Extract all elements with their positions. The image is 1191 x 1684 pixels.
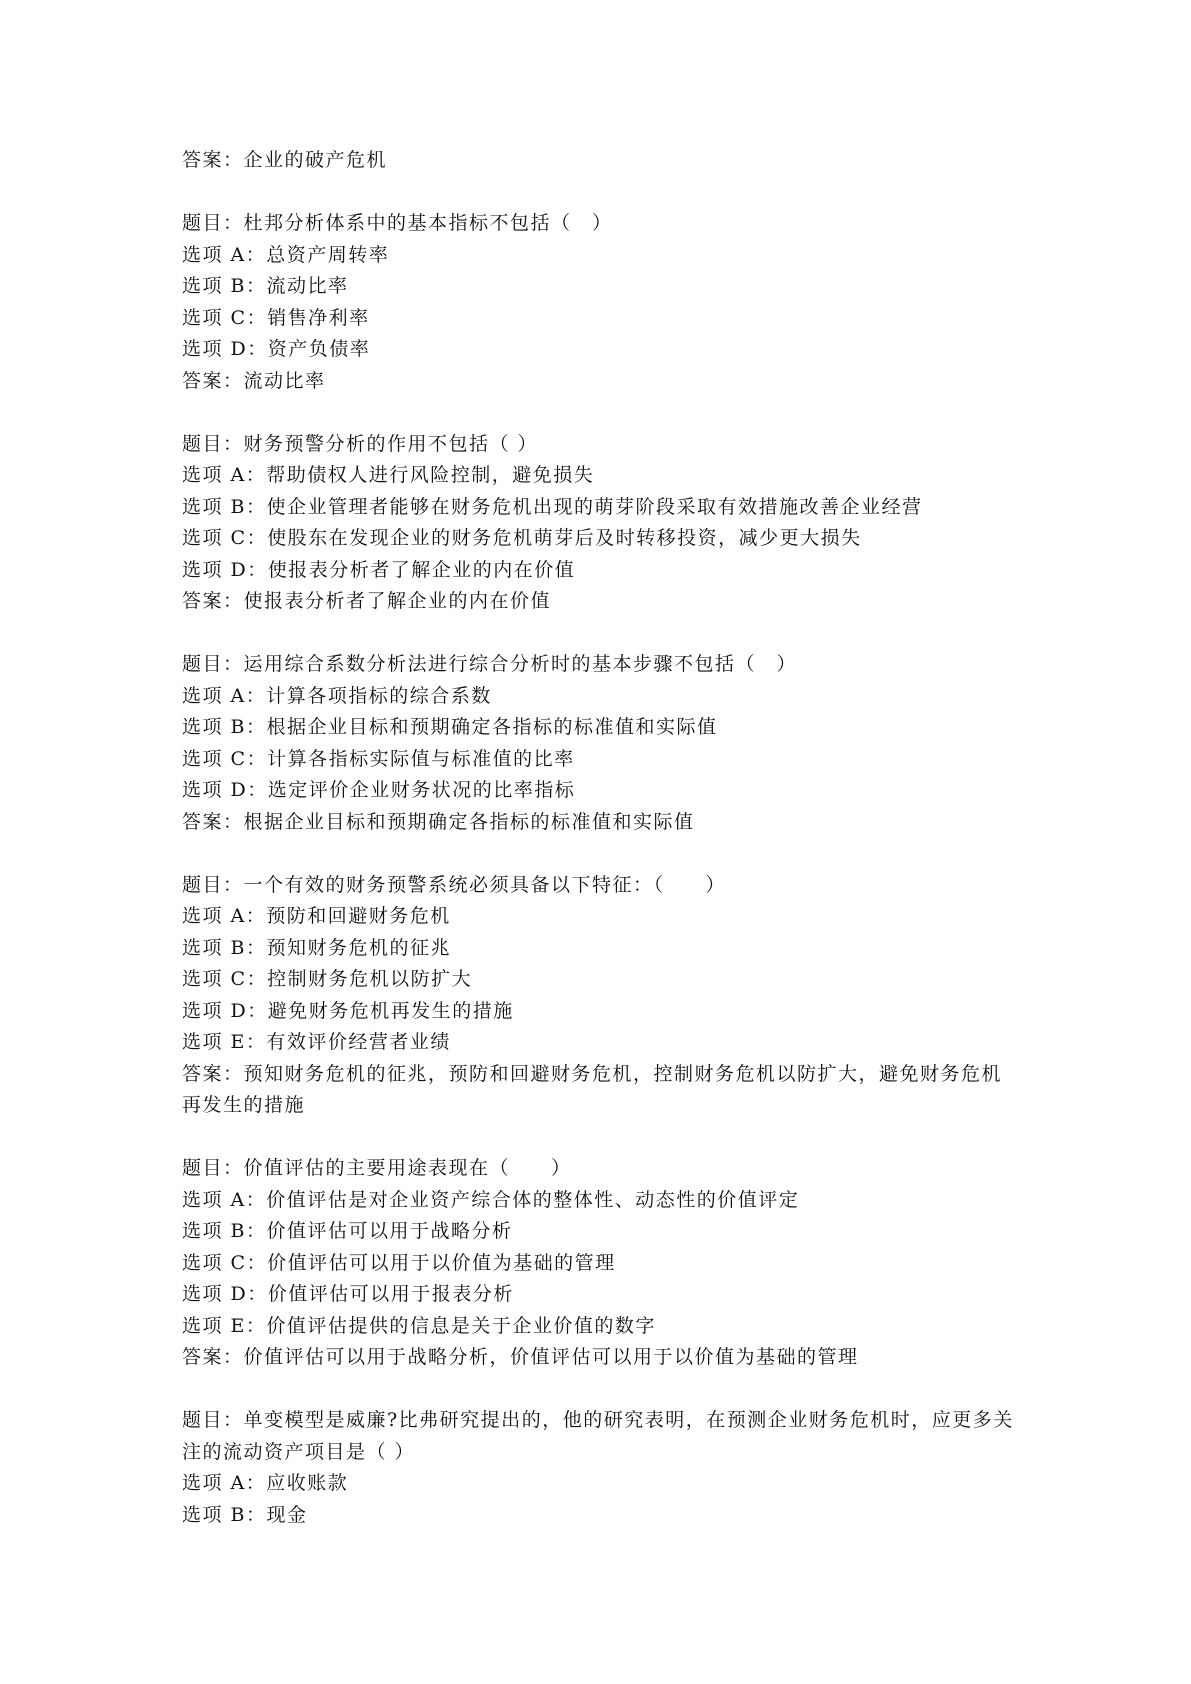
option-line: 选项 C：控制财务危机以防扩大 xyxy=(182,968,473,990)
answer-line: 答案：流动比率 xyxy=(182,369,326,392)
option-line: 选项 A：应收账款 xyxy=(182,1472,349,1494)
option-line: 选项 D：价值评估可以用于报表分析 xyxy=(182,1283,514,1305)
option-line: 选项 B：使企业管理者能够在财务危机出现的萌芽阶段采取有效措施改善企业经营 xyxy=(182,495,923,518)
spacer xyxy=(182,1374,1022,1406)
question-line: 题目：一个有效的财务预警系统必须具备以下特征：（ ） xyxy=(182,873,727,896)
option-line: 选项 C：计算各指标实际值与标准值的比率 xyxy=(182,747,575,770)
option-line: 选项 C：销售净利率 xyxy=(182,306,370,329)
question-line: 题目：价值评估的主要用途表现在（ ） xyxy=(182,1157,572,1179)
option-line: 选项 A：价值评估是对企业资产综合体的整体性、动态性的价值评定 xyxy=(182,1188,800,1211)
answer-line: 答案：企业的破产危机 xyxy=(182,149,388,171)
option-line: 选项 D：使报表分析者了解企业的内在价值 xyxy=(182,558,576,581)
option-line: 选项 C：使股东在发现企业的财务危机萌芽后及时转移投资，减少更大损失 xyxy=(182,527,862,549)
option-line: 选项 B：价值评估可以用于战略分析 xyxy=(182,1220,513,1242)
question-line: 题目：运用综合系数分析法进行综合分析时的基本步骤不包括（ ） xyxy=(182,653,798,675)
option-line: 选项 A：预防和回避财务危机 xyxy=(182,905,451,927)
option-line: 选项 E：价值评估提供的信息是关于企业价值的数字 xyxy=(182,1314,656,1337)
answer-line: 答案：使报表分析者了解企业的内在价值 xyxy=(182,590,552,612)
option-line: 选项 D：选定评价企业财务状况的比率指标 xyxy=(182,779,576,801)
option-line: 选项 A：总资产周转率 xyxy=(182,243,390,266)
answer-line: 答案：价值评估可以用于战略分析，价值评估可以用于以价值为基础的管理 xyxy=(182,1346,859,1368)
spacer xyxy=(182,838,1022,870)
option-line: 选项 A：计算各项指标的综合系数 xyxy=(182,684,492,707)
option-line: 选项 D：资产负债率 xyxy=(182,338,371,360)
question-line: 题目：杜邦分析体系中的基本指标不包括（ ） xyxy=(182,212,613,234)
question-line: 题目：财务预警分析的作用不包括（ ） xyxy=(182,432,539,455)
option-line: 选项 B：预知财务危机的征兆 xyxy=(182,936,452,959)
spacer xyxy=(182,618,1022,650)
option-line: 选项 B：流动比率 xyxy=(182,275,349,297)
answer-line: 答案：预知财务危机的征兆，预防和回避财务危机，控制财务危机以防扩大，避免财务危机再发生的措施 xyxy=(182,1062,1003,1116)
spacer xyxy=(182,1122,1022,1154)
document-page xyxy=(182,145,1022,1531)
option-line: 选项 D：避免财务危机再发生的措施 xyxy=(182,999,514,1022)
spacer xyxy=(182,397,1022,429)
option-line: 选项 C：价值评估可以用于以价值为基础的管理 xyxy=(182,1251,616,1274)
spacer xyxy=(182,177,1022,209)
option-line: 选项 A：帮助债权人进行风险控制，避免损失 xyxy=(182,464,595,486)
answer-line: 答案：根据企业目标和预期确定各指标的标准值和实际值 xyxy=(182,810,695,833)
option-line: 选项 B：现金 xyxy=(182,1503,308,1526)
option-line: 选项 B：根据企业目标和预期确定各指标的标准值和实际值 xyxy=(182,716,718,738)
question-line: 题目：单变模型是威廉?比弗研究提出的，他的研究表明，在预测企业财务危机时，应更多关注的流动资产项目是（ ） xyxy=(182,1409,1014,1463)
option-line: 选项 E：有效评价经营者业绩 xyxy=(182,1031,451,1053)
